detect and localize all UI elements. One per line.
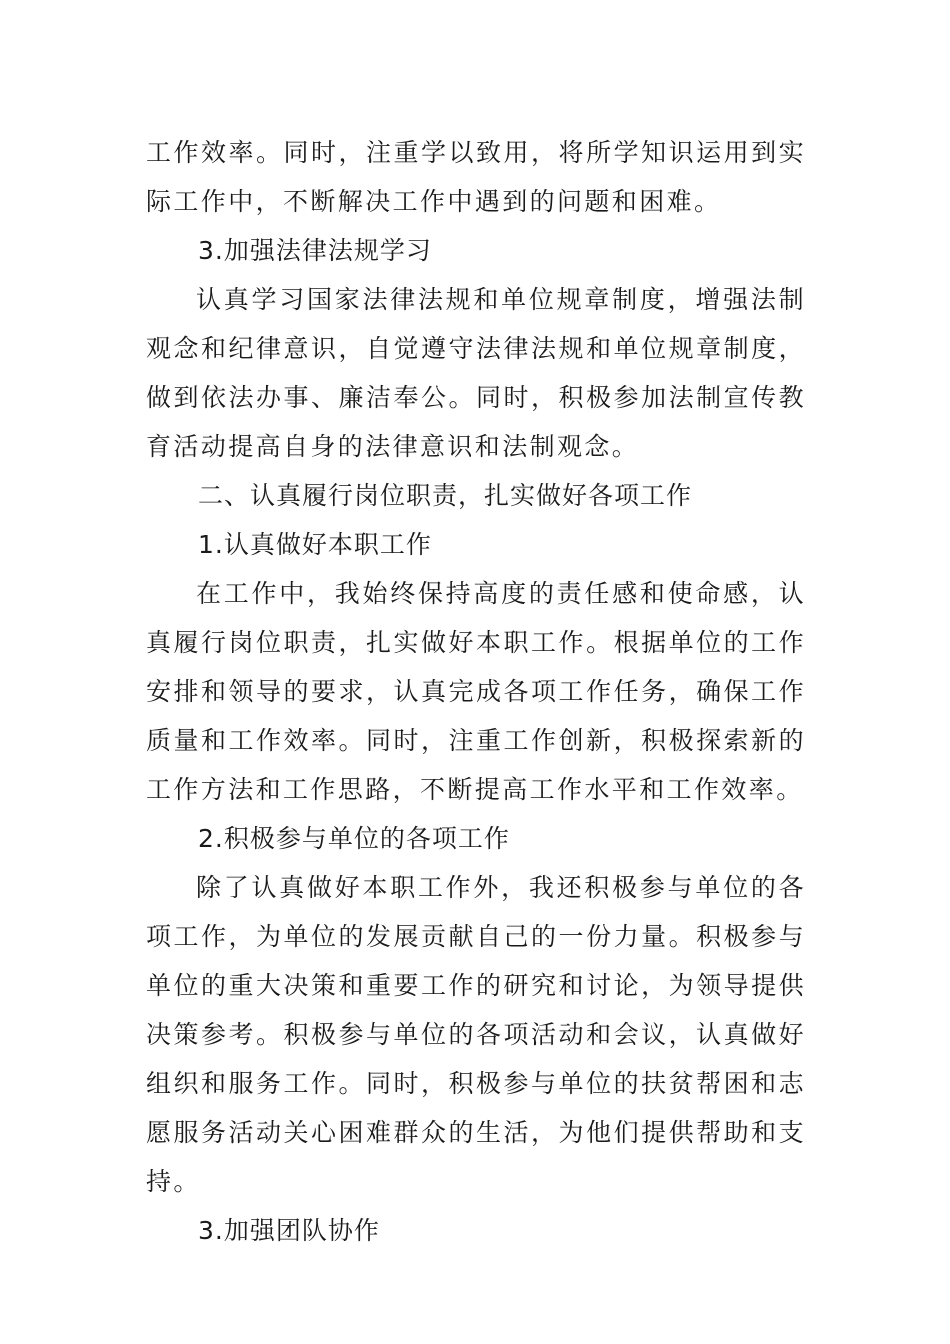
paragraph-unit-work: 除了认真做好本职工作外，我还积极参与单位的各项工作，为单位的发展贡献自己的一份力量。积极参与单位的重大决策和重要工作的研究和讨论，为领导提供决策参考。积极参与单位的各项活动和会议，认真做好组织和服务工作。同时，积极参与单位的扶贫帮困和志愿服务活动关心困难群众的生活，为他们提供帮助和支持。 bbox=[146, 873, 806, 1196]
section-heading-legal-study: 3.加强法律法规学习 bbox=[198, 236, 432, 265]
document-body bbox=[146, 128, 806, 1255]
paragraph-legal-study: 认真学习国家法律法规和单位规章制度，增强法制观念和纪律意识，自觉遵守法律法规和单位规章制度，做到依法办事、廉洁奉公。同时，积极参加法制宣传教育活动提高自身的法律意识和法制观念。 bbox=[146, 285, 806, 461]
section-heading-teamwork: 3.加强团队协作 bbox=[198, 1216, 380, 1245]
section-heading-own-work: 1.认真做好本职工作 bbox=[198, 530, 432, 559]
chapter-heading-duties: 二、认真履行岗位职责，扎实做好各项工作 bbox=[198, 481, 693, 510]
paragraph-own-work: 在工作中，我始终保持高度的责任感和使命感，认真履行岗位职责，扎实做好本职工作。根据单位的工作安排和领导的要求，认真完成各项工作任务，确保工作质量和工作效率。同时，注重工作创新，积极探索新的工作方法和工作思路，不断提高工作水平和工作效率。 bbox=[146, 579, 806, 804]
section-heading-unit-work: 2.积极参与单位的各项工作 bbox=[198, 824, 510, 853]
paragraph-continued: 工作效率。同时，注重学以致用，将所学知识运用到实际工作中，不断解决工作中遇到的问题和困难。 bbox=[146, 138, 806, 216]
